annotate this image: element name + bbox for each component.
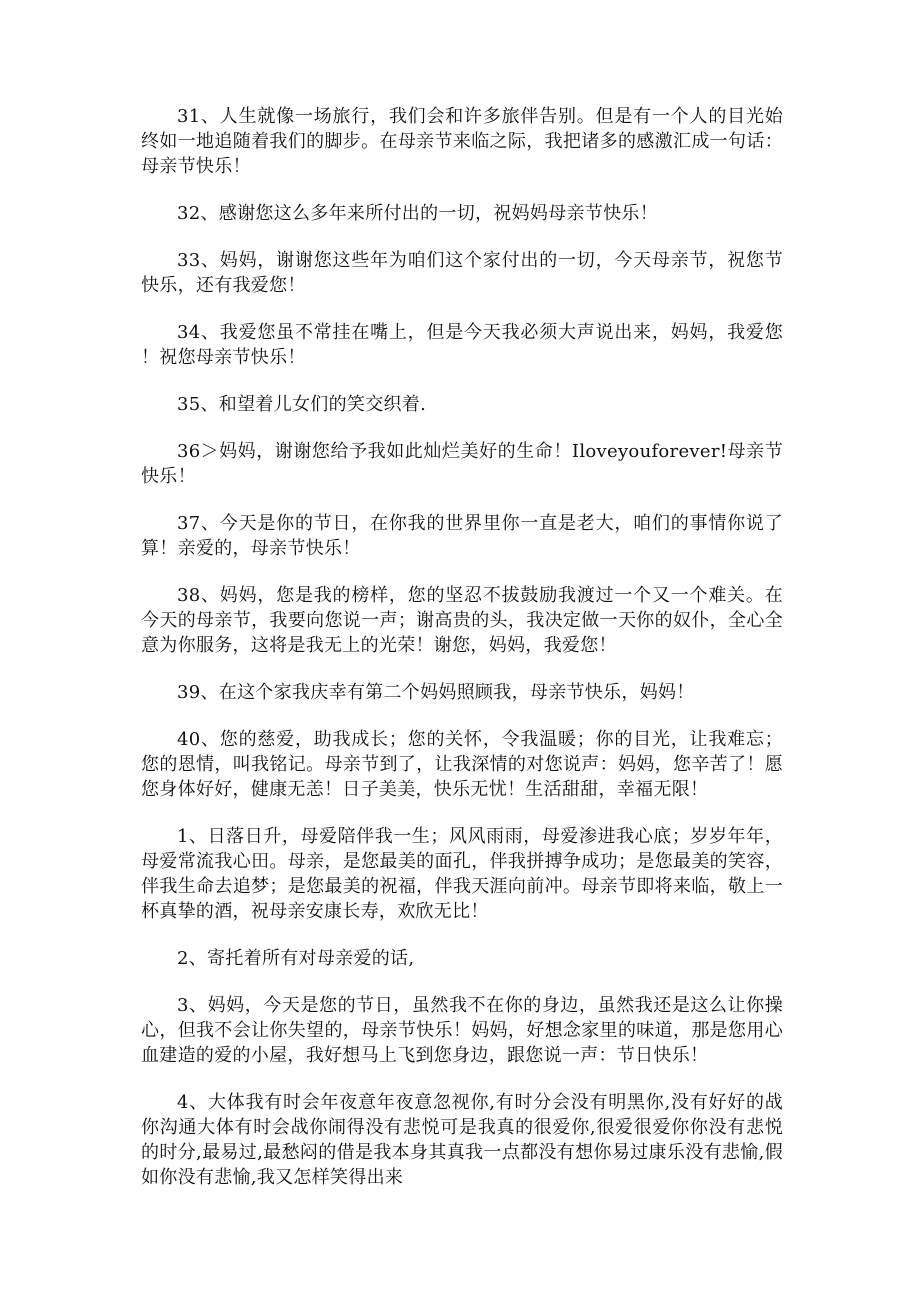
paragraph-4: 4、大体我有时会年夜意年夜意忽视你,有时分会没有明黑你,没有好好的战你沟通大体有时会战你闹得没有悲悦可是我真的很爱你,很爱很爱你你没有悲悦的时分,最易过,最愁闷的借是我本身其真我一点都没有想你易过康乐没有悲愉,假如你没有悲愉,我又怎样笑得出来 xyxy=(141,1092,783,1188)
paragraph-39: 39、在这个家我庆幸有第二个妈妈照顾我，母亲节快乐，妈妈！ xyxy=(177,682,695,703)
paragraph-37: 37、今天是你的节日，在你我的世界里你一直是老大，咱们的事情你说了算！亲爱的，母亲节快乐！ xyxy=(141,513,783,559)
paragraph-2: 2、寄托着所有对母亲爱的话, xyxy=(177,948,415,969)
paragraph-36: 36＞妈妈，谢谢您给予我如此灿烂美好的生命！Iloveyouforever!母亲节快乐！ xyxy=(141,441,783,487)
paragraph-31: 31、人生就像一场旅行，我们会和许多旅伴告别。但是有一个人的目光始终如一地追随着我们的脚步。在母亲节来临之际，我把诸多的感激汇成一句话：母亲节快乐！ xyxy=(141,106,783,177)
paragraph-3: 3、妈妈，今天是您的节日，虽然我不在你的身边，虽然我还是这么让你操心，但我不会让你失望的，母亲节快乐！妈妈，好想念家里的味道，那是您用心血建造的爱的小屋，我好想马上飞到您身边，跟您说一声：节日快乐！ xyxy=(141,995,783,1066)
paragraph-35: 35、和望着儿女们的笑交织着. xyxy=(177,394,427,415)
paragraph-33: 33、妈妈，谢谢您这些年为咱们这个家付出的一切，今天母亲节，祝您节快乐，还有我爱您！ xyxy=(141,250,783,296)
document-body xyxy=(141,104,783,1212)
paragraph-34: 34、我爱您虽不常挂在嘴上，但是今天我必须大声说出来，妈妈，我爱您！祝您母亲节快乐！ xyxy=(141,322,783,368)
paragraph-40: 40、您的慈爱，助我成长；您的关怀，令我温暖；你的目光，让我难忘；您的恩情，叫我铭记。母亲节到了，让我深情的对您说声：妈妈，您辛苦了！愿您身体好好，健康无恙！日子美美，快乐无忧！生活甜甜，幸福无限！ xyxy=(141,729,783,800)
paragraph-32: 32、感谢您这么多年来所付出的一切，祝妈妈母亲节快乐！ xyxy=(177,203,659,224)
paragraph-38: 38、妈妈，您是我的榜样，您的坚忍不拔鼓励我渡过一个又一个难关。在今天的母亲节，我要向您说一声；谢高贵的头，我决定做一天你的奴仆，全心全意为你服务，这将是我无上的光荣！谢您，妈妈，我爱您！ xyxy=(141,585,783,656)
paragraph-1: 1、日落日升，母爱陪伴我一生；风风雨雨，母爱渗进我心底；岁岁年年，母爱常流我心田。母亲，是您最美的面孔，伴我拼搏争成功；是您最美的笑容，伴我生命去追梦；是您最美的祝福，伴我天涯向前冲。母亲节即将来临，敬上一杯真挚的酒，祝母亲安康长寿，欢欣无比！ xyxy=(141,826,783,922)
